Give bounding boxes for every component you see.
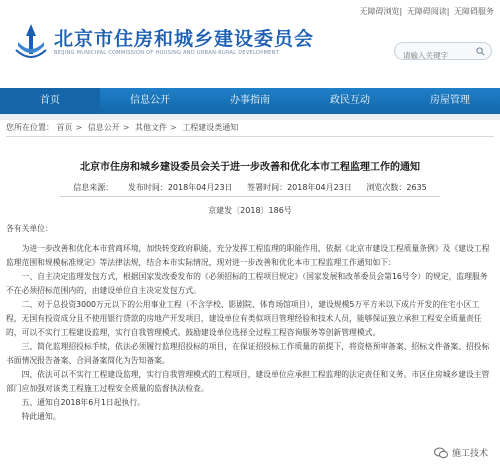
accessibility-browse-link[interactable]: 无障碍浏览 xyxy=(359,7,400,16)
article-sign-time: 签署时间：2018年04月23日 xyxy=(247,183,352,192)
breadcrumb-home[interactable]: 首页 xyxy=(56,123,73,132)
site-subtitle: BEIJING MUNICIPAL COMMISSION OF HOUSING AND URBAN-RURAL DEVELOPMENT xyxy=(54,50,279,56)
article-source: 信息来源： xyxy=(73,183,114,192)
breadcrumb xyxy=(6,122,238,133)
watermark xyxy=(434,446,488,459)
nav-item-home[interactable]: 首页 xyxy=(0,88,100,114)
search-input[interactable] xyxy=(395,48,475,64)
accessibility-read-link[interactable]: 无障碍阅读 xyxy=(406,7,447,16)
accessibility-service-link[interactable]: 无障碍服务 xyxy=(454,7,494,16)
nav-item-housing[interactable]: 房屋管理 xyxy=(430,95,470,106)
document-number: 京建发〔2018〕186号 xyxy=(208,206,292,215)
site-header xyxy=(0,0,500,88)
article-publish-time: 发布时间：2018年04月23日 xyxy=(127,183,233,192)
nav-item-interaction[interactable]: 政民互动 xyxy=(330,95,370,106)
accessibility-links: 无障碍浏览| 无障碍阅读| 无障碍服务 xyxy=(359,7,494,16)
watermark-text: 施工技术 xyxy=(451,449,488,459)
article-paragraph: 特此通知。 xyxy=(21,412,61,421)
search-box xyxy=(394,42,492,60)
commission-logo-icon xyxy=(14,22,48,62)
breadcrumb-current[interactable]: 工程建设类通知 xyxy=(182,123,239,132)
article-greeting: 各有关单位： xyxy=(6,224,53,233)
wechat-icon xyxy=(434,447,448,459)
article-paragraph: 三、简化监理招投标手续，依法必须履行监理招投标的项目，在保证招投标工作质量的前提下，将资格预审备案、招标文件备案、招投标书面情况报告备案、合同备案简化为告知备案。 xyxy=(6,342,490,365)
breadcrumb-divider xyxy=(6,136,494,137)
nav-item-service-guide[interactable]: 办事指南 xyxy=(230,95,270,106)
article-paragraph: 四、依法可以不实行工程建设监理，实行自我管理模式的工程项目，建设单位应承担工程监理的法定责任和义务。市区住房城乡建设主管部门应加强对该类工程施工过程安全质量的监督执法检查。 xyxy=(6,370,490,393)
site-title[interactable]: 北京市住房和城乡建设委员会 xyxy=(54,28,315,50)
article-paragraph: 一、自主决定监理发包方式，根据国家发改委发布的《必须招标的工程项目规定》（国家发展和改革委员会第16号令）的规定，监理服务不在必须招标范围内的，由建设单位自主决定发包方式。 xyxy=(6,272,488,295)
main-nav xyxy=(0,88,500,114)
article-paragraph: 为进一步改善和优化本市营商环境，加快转变政府职能，充分发挥工程监理的职能作用，依据《北京市建设工程质量条例》及《建设工程监理范围和规模标准规定》等法律法规，结合本市实际情况，现对进一步改善和优化本市工程监理工作通知如下： xyxy=(6,244,490,267)
breadcrumb-separator: > xyxy=(170,123,177,132)
article-paragraph: 五、通知自2018年6月1日起执行。 xyxy=(21,398,145,407)
breadcrumb-info[interactable]: 信息公开 xyxy=(87,123,120,132)
breadcrumb-separator: > xyxy=(75,123,83,132)
article-body xyxy=(6,222,494,424)
meta-divider xyxy=(60,196,440,197)
article-meta xyxy=(0,182,500,193)
breadcrumb-separator: > xyxy=(122,123,130,132)
nav-item-info-disclosure[interactable]: 信息公开 xyxy=(130,95,170,106)
breadcrumb-prefix: 您所在位置： xyxy=(6,123,54,132)
search-icon[interactable] xyxy=(476,47,485,56)
nav-divider xyxy=(0,114,500,120)
article-paragraph: 二、对于总投资3000万元以下的公用事业工程（不含学校、影剧院、体育场馆项目），建设规模5万平方米以下成片开发的住宅小区工程，无国有投资成分且不使用银行贷款的房地产开发项目，建设单位有类似项目管理经验和技术人员，能够保证独立承担工程安全质量责任的，可以不实行工程建设监理，实行自我管理模式。鼓励建设单位选择全过程工程咨询服务等创新管理模式。 xyxy=(6,300,482,337)
article-views: 浏览次数：2635 xyxy=(366,183,427,192)
breadcrumb-other-docs[interactable]: 其他文件 xyxy=(135,123,168,132)
article-title: 北京市住房和城乡建设委员会关于进一步改善和优化本市工程监理工作的通知 xyxy=(80,162,420,173)
